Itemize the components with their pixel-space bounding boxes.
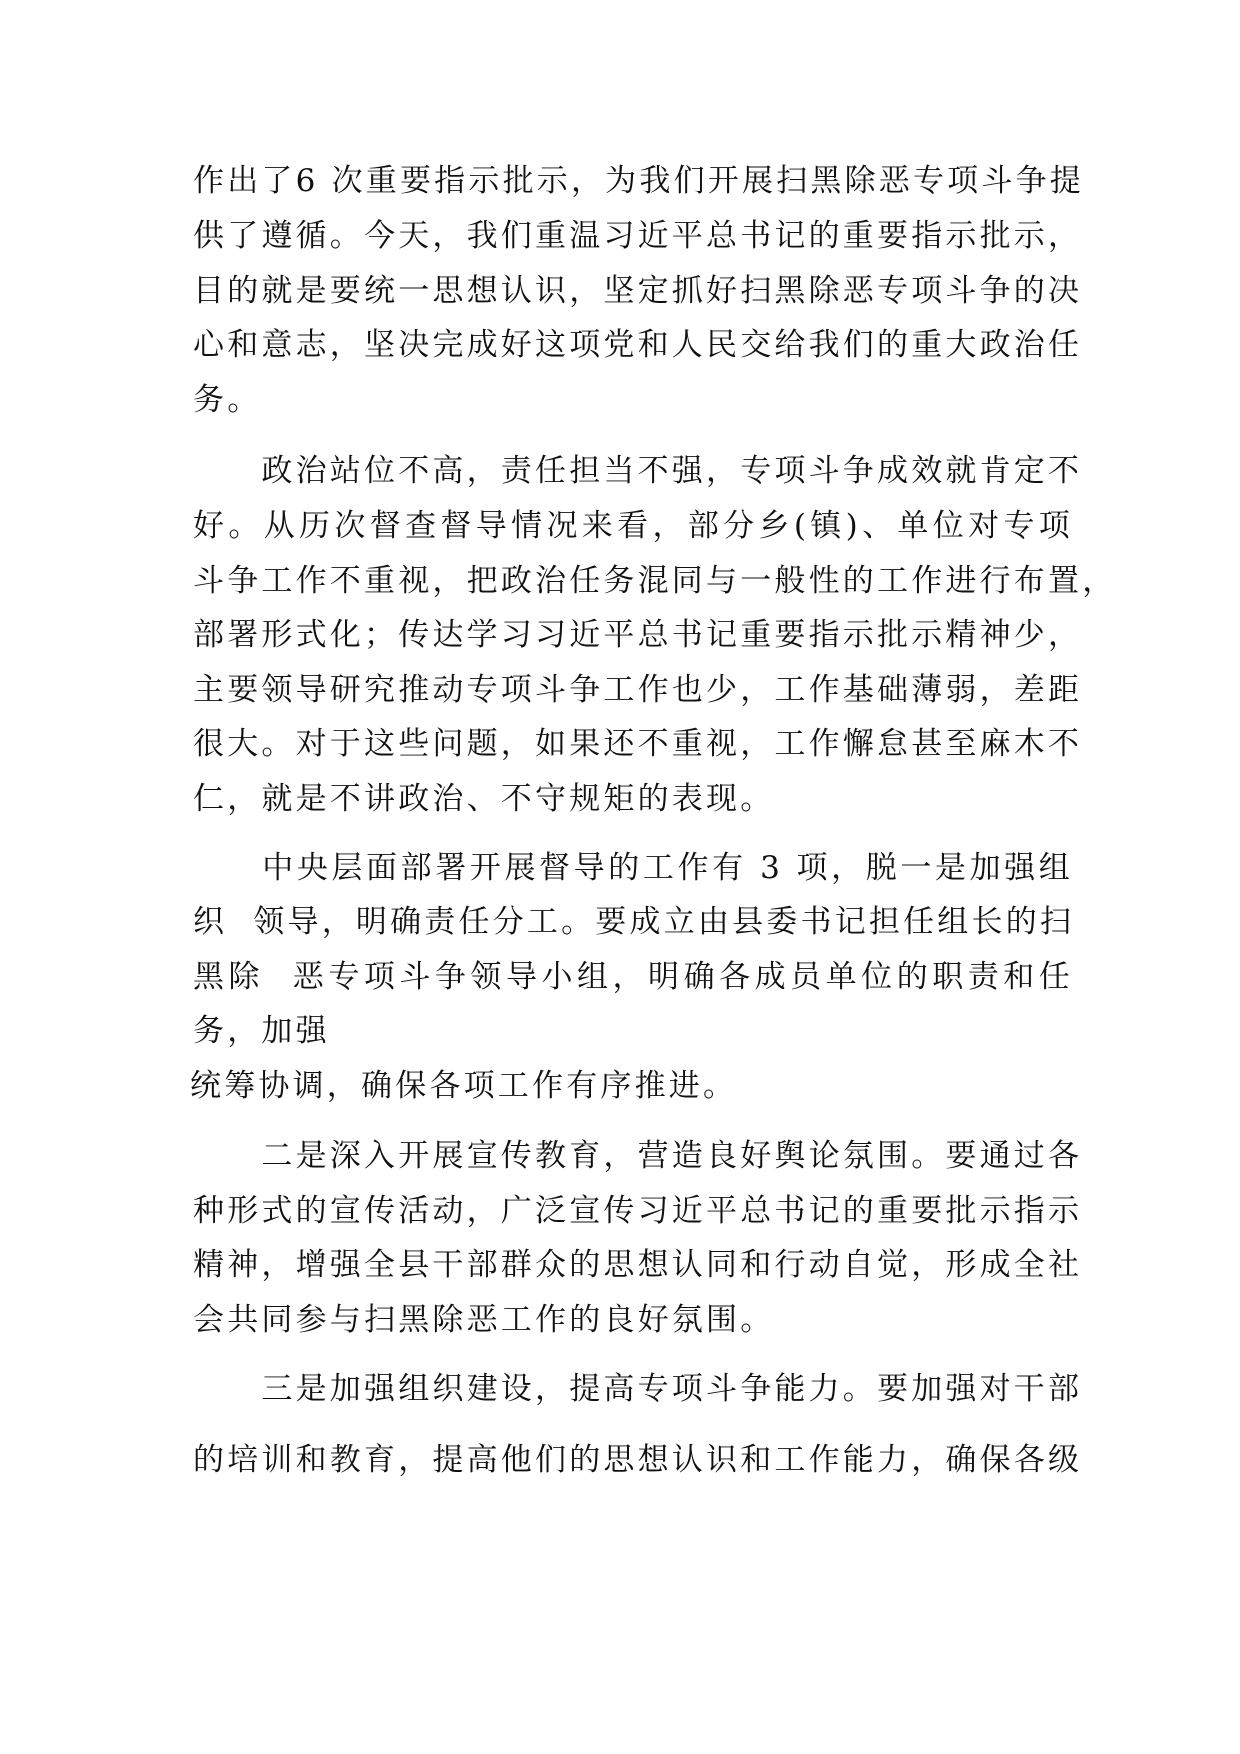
text-line: 供了遵循。今天，我们重温习近平总书记的重要指示批示，	[193, 218, 1083, 254]
text-line: 仁，就是不讲政治、不守规矩的表现。	[193, 781, 775, 817]
text-line: 心和意志，坚决完成好这项党和人民交给我们的重大政治任	[193, 327, 1083, 363]
text-line: 黑除 恶专项斗争领导小组，明确各成员单位的职责和任	[193, 959, 1073, 995]
text-line: 斗争工作不重视，把政治任务混同与一般性的工作进行布置，	[193, 563, 1117, 599]
text-line: 务，加强	[193, 1013, 330, 1049]
text-line: 务。	[193, 382, 262, 418]
text-line: 精神，增强全县干部群众的思想认同和行动自觉，形成全社	[193, 1247, 1083, 1283]
text-line: 二是深入开展宣传教育，营造良好舆论氛围。要通过各	[193, 1138, 1083, 1174]
text-line: 部署形式化；传达学习习近平总书记重要指示批示精神少，	[193, 617, 1083, 653]
text-line: 的培训和教育，提高他们的思想认识和工作能力，确保各级	[193, 1442, 1083, 1478]
text-line: 作出了6 次重要指示批示，为我们开展扫黑除恶专项斗争提	[193, 163, 1084, 199]
text-line: 统筹协调，确保各项工作有序推进。	[190, 1068, 738, 1104]
text-line: 会共同参与扫黑除恶工作的良好氛围。	[193, 1302, 775, 1338]
text-line: 很大。对于这些问题，如果还不重视，工作懈怠甚至麻木不	[193, 726, 1083, 762]
text-line: 主要领导研究推动专项斗争工作也少，工作基础薄弱，差距	[193, 672, 1083, 708]
text-line: 目的就是要统一思想认识，坚定抓好扫黑除恶专项斗争的决	[193, 273, 1083, 309]
text-line: 政治站位不高，责任担当不强，专项斗争成效就肯定不	[193, 453, 1083, 489]
text-line: 种形式的宣传活动，广泛宣传习近平总书记的重要批示指示	[193, 1193, 1083, 1229]
text-line: 中央层面部署开展督导的工作有 3 项，脱一是加强组	[193, 850, 1073, 886]
text-line: 好。从历次督查督导情况来看，部分乡(镇)、单位对专项	[193, 508, 1073, 544]
text-line: 三是加强组织建设，提高专项斗争能力。要加强对干部	[193, 1371, 1083, 1407]
text-line: 织 领导，明确责任分工。要成立由县委书记担任组长的扫	[193, 904, 1075, 940]
